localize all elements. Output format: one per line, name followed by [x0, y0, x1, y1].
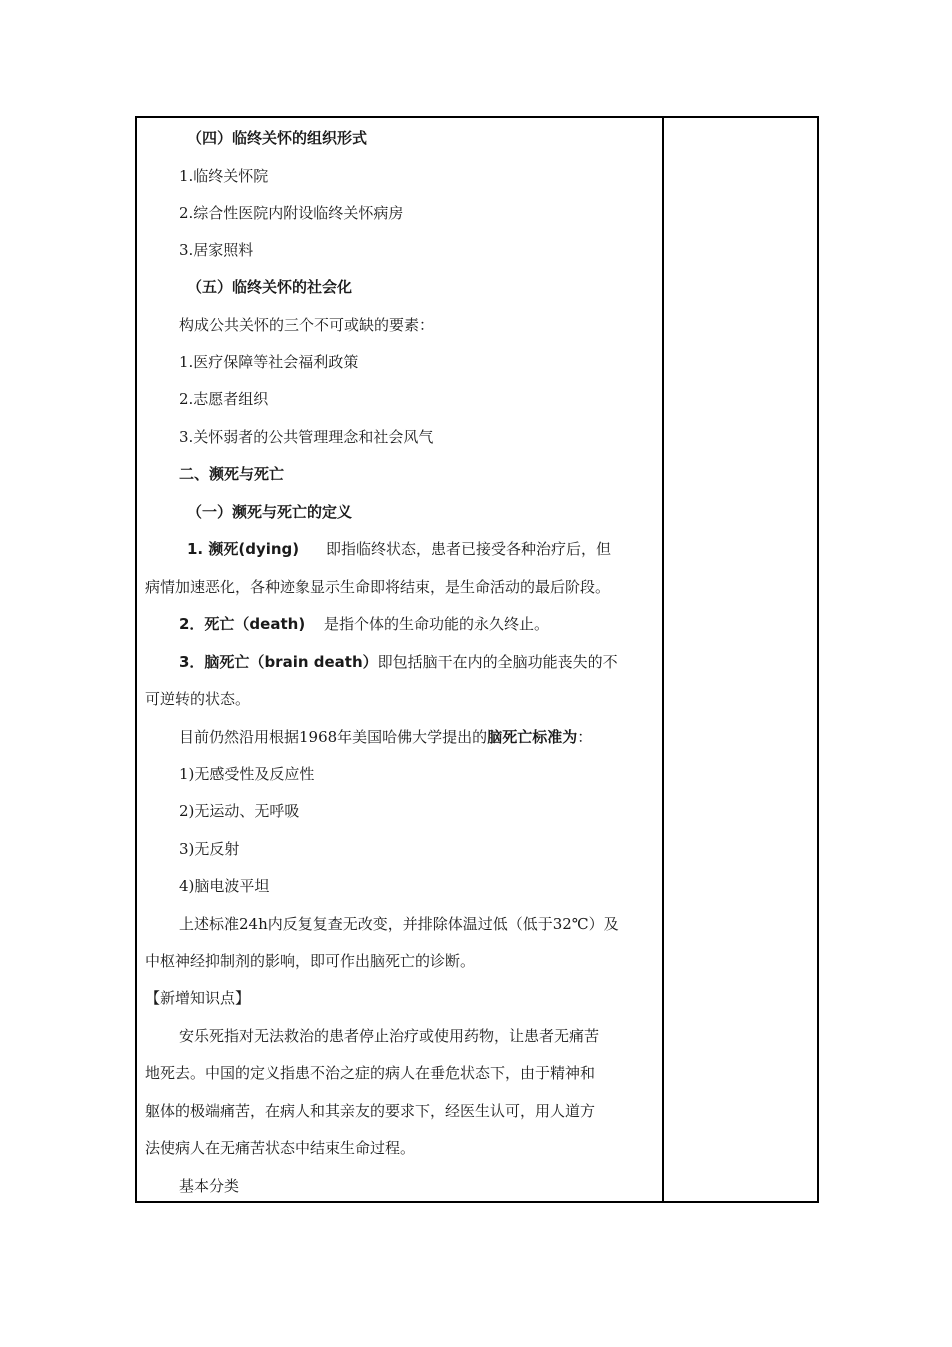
standard-intro [179, 727, 654, 747]
criterion-item: 2)无运动、无呼吸 [179, 802, 300, 820]
section4-heading: （四）临终关怀的组织形式 [187, 129, 368, 147]
brain-death-text: 即包括脑干在内的全脑功能丧失的不 [377, 653, 618, 671]
death-text: 是指个体的生命功能的永久终止。 [323, 615, 549, 633]
euthanasia-line: 安乐死指对无法救治的患者停止治疗或使用药物，让患者无痛苦 [179, 1027, 600, 1045]
standard-bold: 脑死亡标准为 [487, 728, 578, 746]
euthanasia-line: 法使病人在无痛苦状态中结束生命过程。 [145, 1139, 416, 1157]
criterion-item: 3)无反射 [179, 840, 240, 858]
standard-colon: ： [577, 728, 593, 746]
part2-sub1-heading: （一）濒死与死亡的定义 [187, 503, 353, 521]
section5-item: 3.关怀弱者的公共管理理念和社会风气 [179, 428, 434, 446]
section5-heading: （五）临终关怀的社会化 [187, 278, 353, 296]
section4-item: 2.综合性医院内附设临终关怀病房 [179, 204, 404, 222]
brain-death-term: 3．脑死亡（brain death） [179, 653, 378, 671]
death-definition [179, 614, 654, 634]
classification-heading: 基本分类 [179, 1177, 240, 1195]
euthanasia-line: 躯体的极端痛苦，在病人和其亲友的要求下，经医生认可，用人道方 [145, 1102, 596, 1120]
section5-item: 2.志愿者组织 [179, 390, 269, 408]
section5-intro: 构成公共关怀的三个不可或缺的要素： [179, 316, 435, 334]
standard-intro-text: 目前仍然沿用根据1968年美国哈佛大学提出的 [179, 728, 488, 746]
dying-definition-line2: 病情加速恶化，各种迹象显示生命即将结束，是生命活动的最后阶段。 [145, 578, 611, 596]
section4-item: 1.临终关怀院 [179, 167, 269, 185]
brain-death-definition-line1 [179, 652, 654, 672]
section4-item: 3.居家照料 [179, 241, 254, 259]
dying-definition-line1 [187, 539, 654, 559]
notes-cell [664, 118, 817, 1201]
criterion-item: 4)脑电波平坦 [179, 877, 270, 895]
brain-death-definition-line2: 可逆转的状态。 [145, 690, 251, 708]
lesson-table [135, 116, 819, 1203]
conclusion-line1: 上述标准24h内反复复查无改变，并排除体温过低（低于32℃）及 [179, 915, 619, 933]
euthanasia-line: 地死去。中国的定义指患不治之症的病人在垂危状态下，由于精神和 [145, 1064, 596, 1082]
dying-term: 1. 濒死(dying) [187, 540, 300, 558]
conclusion-line2: 中枢神经抑制剂的影响，即可作出脑死亡的诊断。 [145, 952, 476, 970]
death-term: 2．死亡（death) [179, 615, 306, 633]
criterion-item: 1)无感受性及反应性 [179, 765, 315, 783]
section5-item: 1.医疗保障等社会福利政策 [179, 353, 359, 371]
part2-heading: 二、濒死与死亡 [179, 465, 285, 483]
content-cell [137, 118, 662, 1201]
new-knowledge-label: 【新增知识点】 [145, 989, 251, 1007]
dying-text: 即指临终状态，患者已接受各种治疗后，但 [325, 540, 611, 558]
